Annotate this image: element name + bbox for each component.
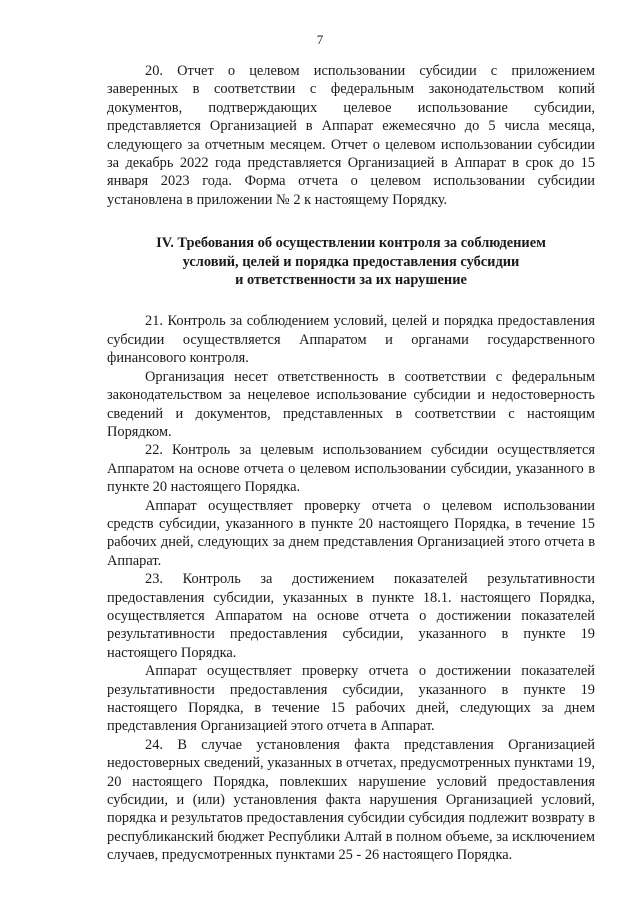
- section-heading-line: условий, целей и порядка предоставления субсидии: [182, 253, 520, 270]
- paragraph-23-verification: Аппарат осуществляет проверку отчета о достижении показателей результативности предоставления субсидии, указанного в пункте 19 настоящего Порядка, в течение 15 рабочих дней, следующих за днем представления Организацией этого отчета в Аппарат.: [107, 663, 595, 735]
- paragraph-22: 22. Контроль за целевым использованием субсидии осуществляется Аппаратом на основе отчета о целевом использовании субсидии, указанного в пункте 20 настоящего Порядка.: [107, 442, 595, 496]
- document-body: [107, 62, 595, 865]
- paragraph-24: 24. В случае установления факта представления Организацией недостоверных сведений, указанных в отчетах, предусмотренных пунктами 19, 20 настоящего Порядка, повлекших нарушение условий предоставления субсидии, и (или) установления факта нарушения Организацией условий, порядка и результатов предоставления субсидии субсидия подлежит возврату в республиканский бюджет Республики Алтай в полном объеме, за исключением случаев, предусмотренных пунктами 25 - 26 настоящего Порядка.: [107, 736, 595, 864]
- section-heading-line: IV. Требования об осуществлении контроля за соблюдением: [156, 235, 546, 252]
- section-heading-line: и ответственности за их нарушение: [235, 272, 467, 289]
- paragraph-20: 20. Отчет о целевом использовании субсидии с приложением заверенных в соответствии с федеральным законодательством копий документов, подтверждающих целевое использование субсидии, представляется Организацией в Аппарат ежемесячно до 5 числа месяца, следующего за отчетным месяцем. Отчет о целевом использовании субсидии за декабрь 2022 года представляется Организацией в Аппарат в срок до 15 января 2023 года. Форма отчета о целевом использовании субсидии установлена в приложении № 2 к настоящему Порядку.: [107, 63, 595, 208]
- paragraph-23: 23. Контроль за достижением показателей результативности предоставления субсидии, указанных в пункте 18.1. настоящего Порядка, осуществляется Аппаратом на основе отчета о достижении показателей результативности предоставления субсидии, указанного в пункте 19 настоящего Порядка.: [107, 571, 595, 661]
- paragraph-21-responsibility: Организация несет ответственность в соответствии с федеральным законодательством за нецелевое использование субсидии и недостоверность сведений и документов, представленных в соответствии с настоящим Порядком.: [107, 368, 595, 440]
- paragraph-21: 21. Контроль за соблюдением условий, целей и порядка предоставления субсидии осуществляется Аппаратом и органами государственного финансового контроля.: [107, 313, 595, 367]
- page-number: 7: [316, 32, 324, 47]
- paragraph-22-verification: Аппарат осуществляет проверку отчета о целевом использовании средств субсидии, указанного в пункте 20 настоящего Порядка, в течение 15 рабочих дней, следующих за днем представления Организацией этого отчета в Аппарат.: [107, 497, 595, 569]
- section-heading: [107, 234, 595, 289]
